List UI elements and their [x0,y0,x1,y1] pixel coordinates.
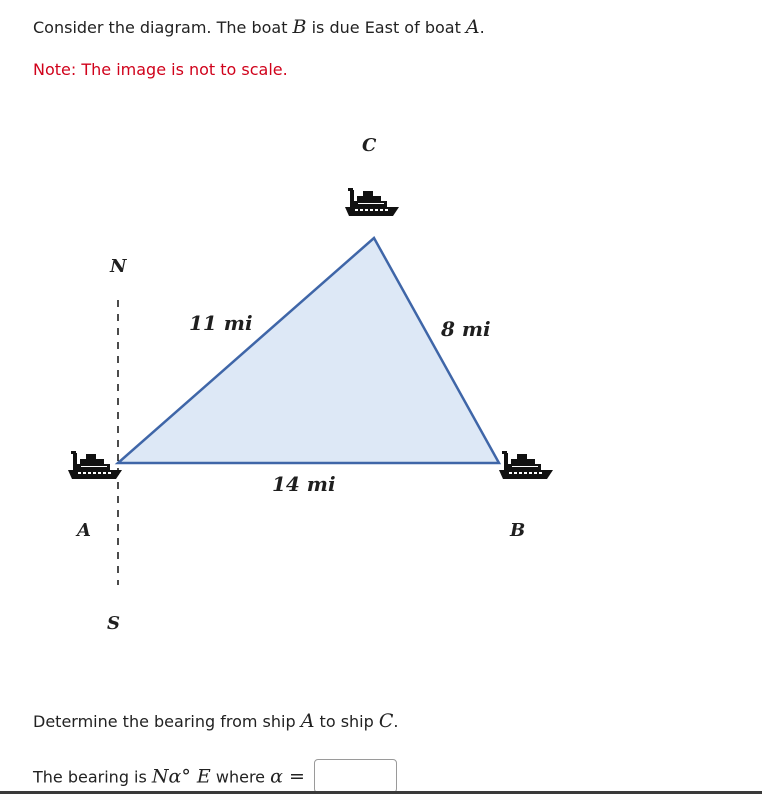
ship-a-icon [68,451,122,479]
equals-sign: = [282,765,305,788]
question-suffix: . [393,712,399,731]
boat-b-symbol: B [292,16,307,38]
intro-middle: is due East of boat [306,18,466,37]
side-ac-label: 11 mi [189,311,253,335]
question-prefix: Determine the bearing from ship [33,712,301,731]
side-cb-label: 8 mi [441,317,491,341]
side-ab-label: 14 mi [272,472,336,496]
label-a: A [77,520,91,541]
label-c: C [362,135,377,156]
label-b: B [510,520,526,541]
triangle-abc [118,238,499,463]
answer-prefix: The bearing is [33,767,152,787]
intro-prefix: Consider the diagram. The boat [33,18,293,37]
question-to-symbol: C [378,710,394,732]
note-text: Note: The image is not to scale. [33,60,288,79]
alpha-answer-input[interactable] [314,759,397,793]
alpha-symbol: α [270,765,283,788]
ship-c-icon [345,188,399,216]
question-from-symbol: A [300,710,315,732]
label-s: S [107,613,120,634]
answer-line [33,761,397,795]
ship-b-icon [499,451,553,479]
answer-where: where [210,767,271,787]
intro-suffix: . [479,18,485,37]
boat-a-symbol: A [465,16,480,38]
question-middle: to ship [314,712,379,731]
bearing-expression: Nα° E [151,765,211,788]
question-text [33,710,399,732]
label-n: N [110,256,127,277]
